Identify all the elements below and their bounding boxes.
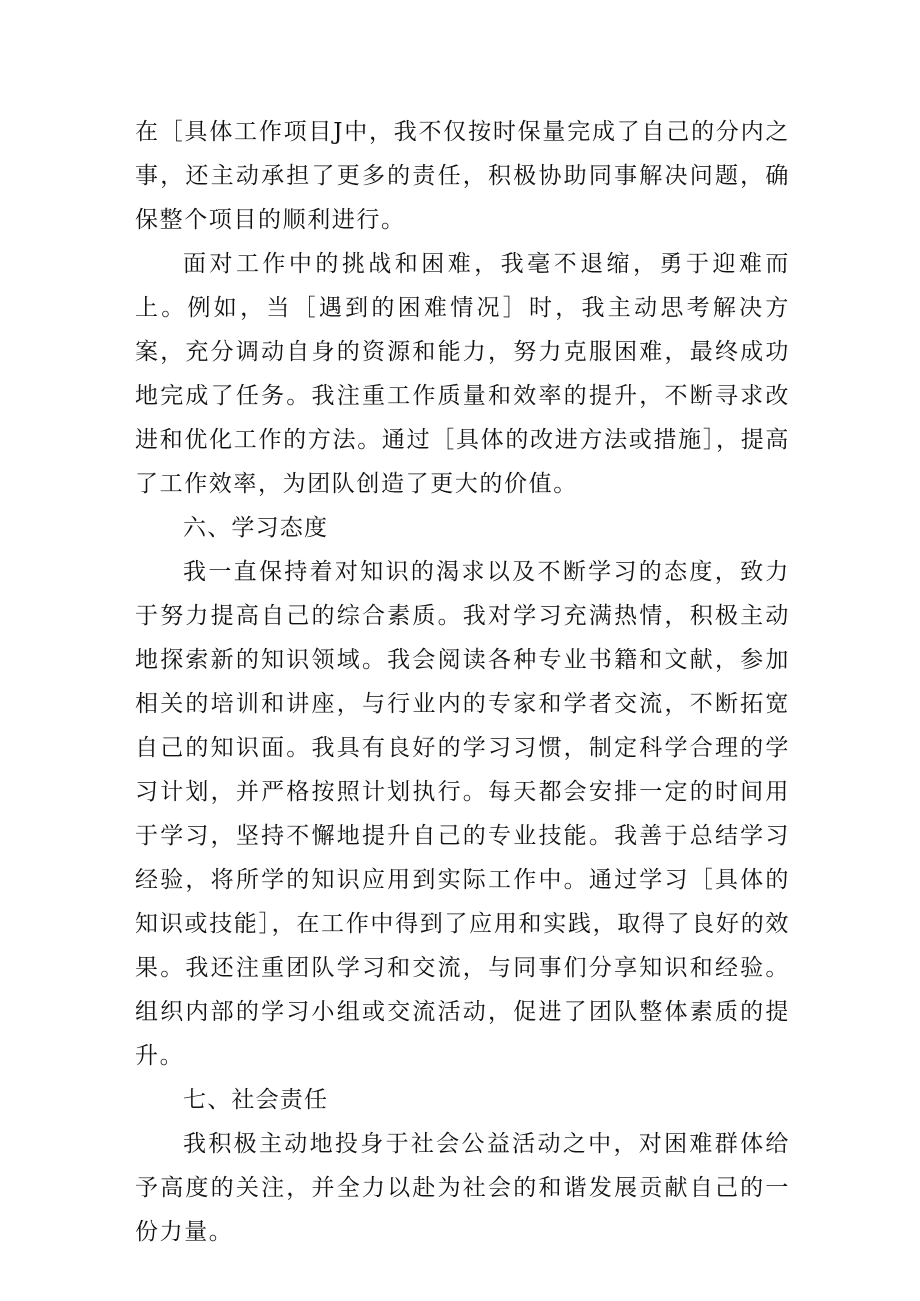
paragraph-project-work: 在［具体工作项目J中，我不仅按时保量完成了自己的分内之事，还主动承担了更多的责任，积极协助同事解决问题，确保整个项目的顺利进行。	[135, 119, 790, 233]
document-page	[135, 110, 790, 1254]
paragraph-challenges: 面对工作中的挑战和困难，我毫不退缩，勇于迎难而上。例如，当［遇到的困难情况］时，我主动思考解决方案，充分调动自身的资源和能力，努力克服困难，最终成功地完成了任务。我注重工作质量和效率的提升，不断寻求改进和优化工作的方法。通过［具体的改进方法或措施］，提高了工作效率，为团队创造了更大的价值。	[135, 251, 790, 497]
paragraph-social-responsibility: 我积极主动地投身于社会公益活动之中，对困难群体给予高度的关注，并全力以赴为社会的和谐发展贡献自己的一份力量。	[135, 1131, 790, 1245]
section-heading-learning-attitude: 六、学习态度	[183, 515, 329, 541]
paragraph-learning-attitude: 我一直保持着对知识的渴求以及不断学习的态度，致力于努力提高自己的综合素质。我对学习充满热情，积极主动地探索新的知识领域。我会阅读各种专业书籍和文献，参加相关的培训和讲座，与行业内的专家和学者交流，不断拓宽自己的知识面。我具有良好的学习习惯，制定科学合理的学习计划，并严格按照计划执行。每天都会安排一定的时间用于学习，坚持不懈地提升自己的专业技能。我善于总结学习经验，将所学的知识应用到实际工作中。通过学习［具体的知识或技能］，在工作中得到了应用和实践，取得了良好的效果。我还注重团队学习和交流，与同事们分享知识和经验。组织内部的学习小组或交流活动，促进了团队整体素质的提升。	[135, 559, 790, 1069]
section-heading-social-responsibility: 七、社会责任	[183, 1087, 329, 1113]
